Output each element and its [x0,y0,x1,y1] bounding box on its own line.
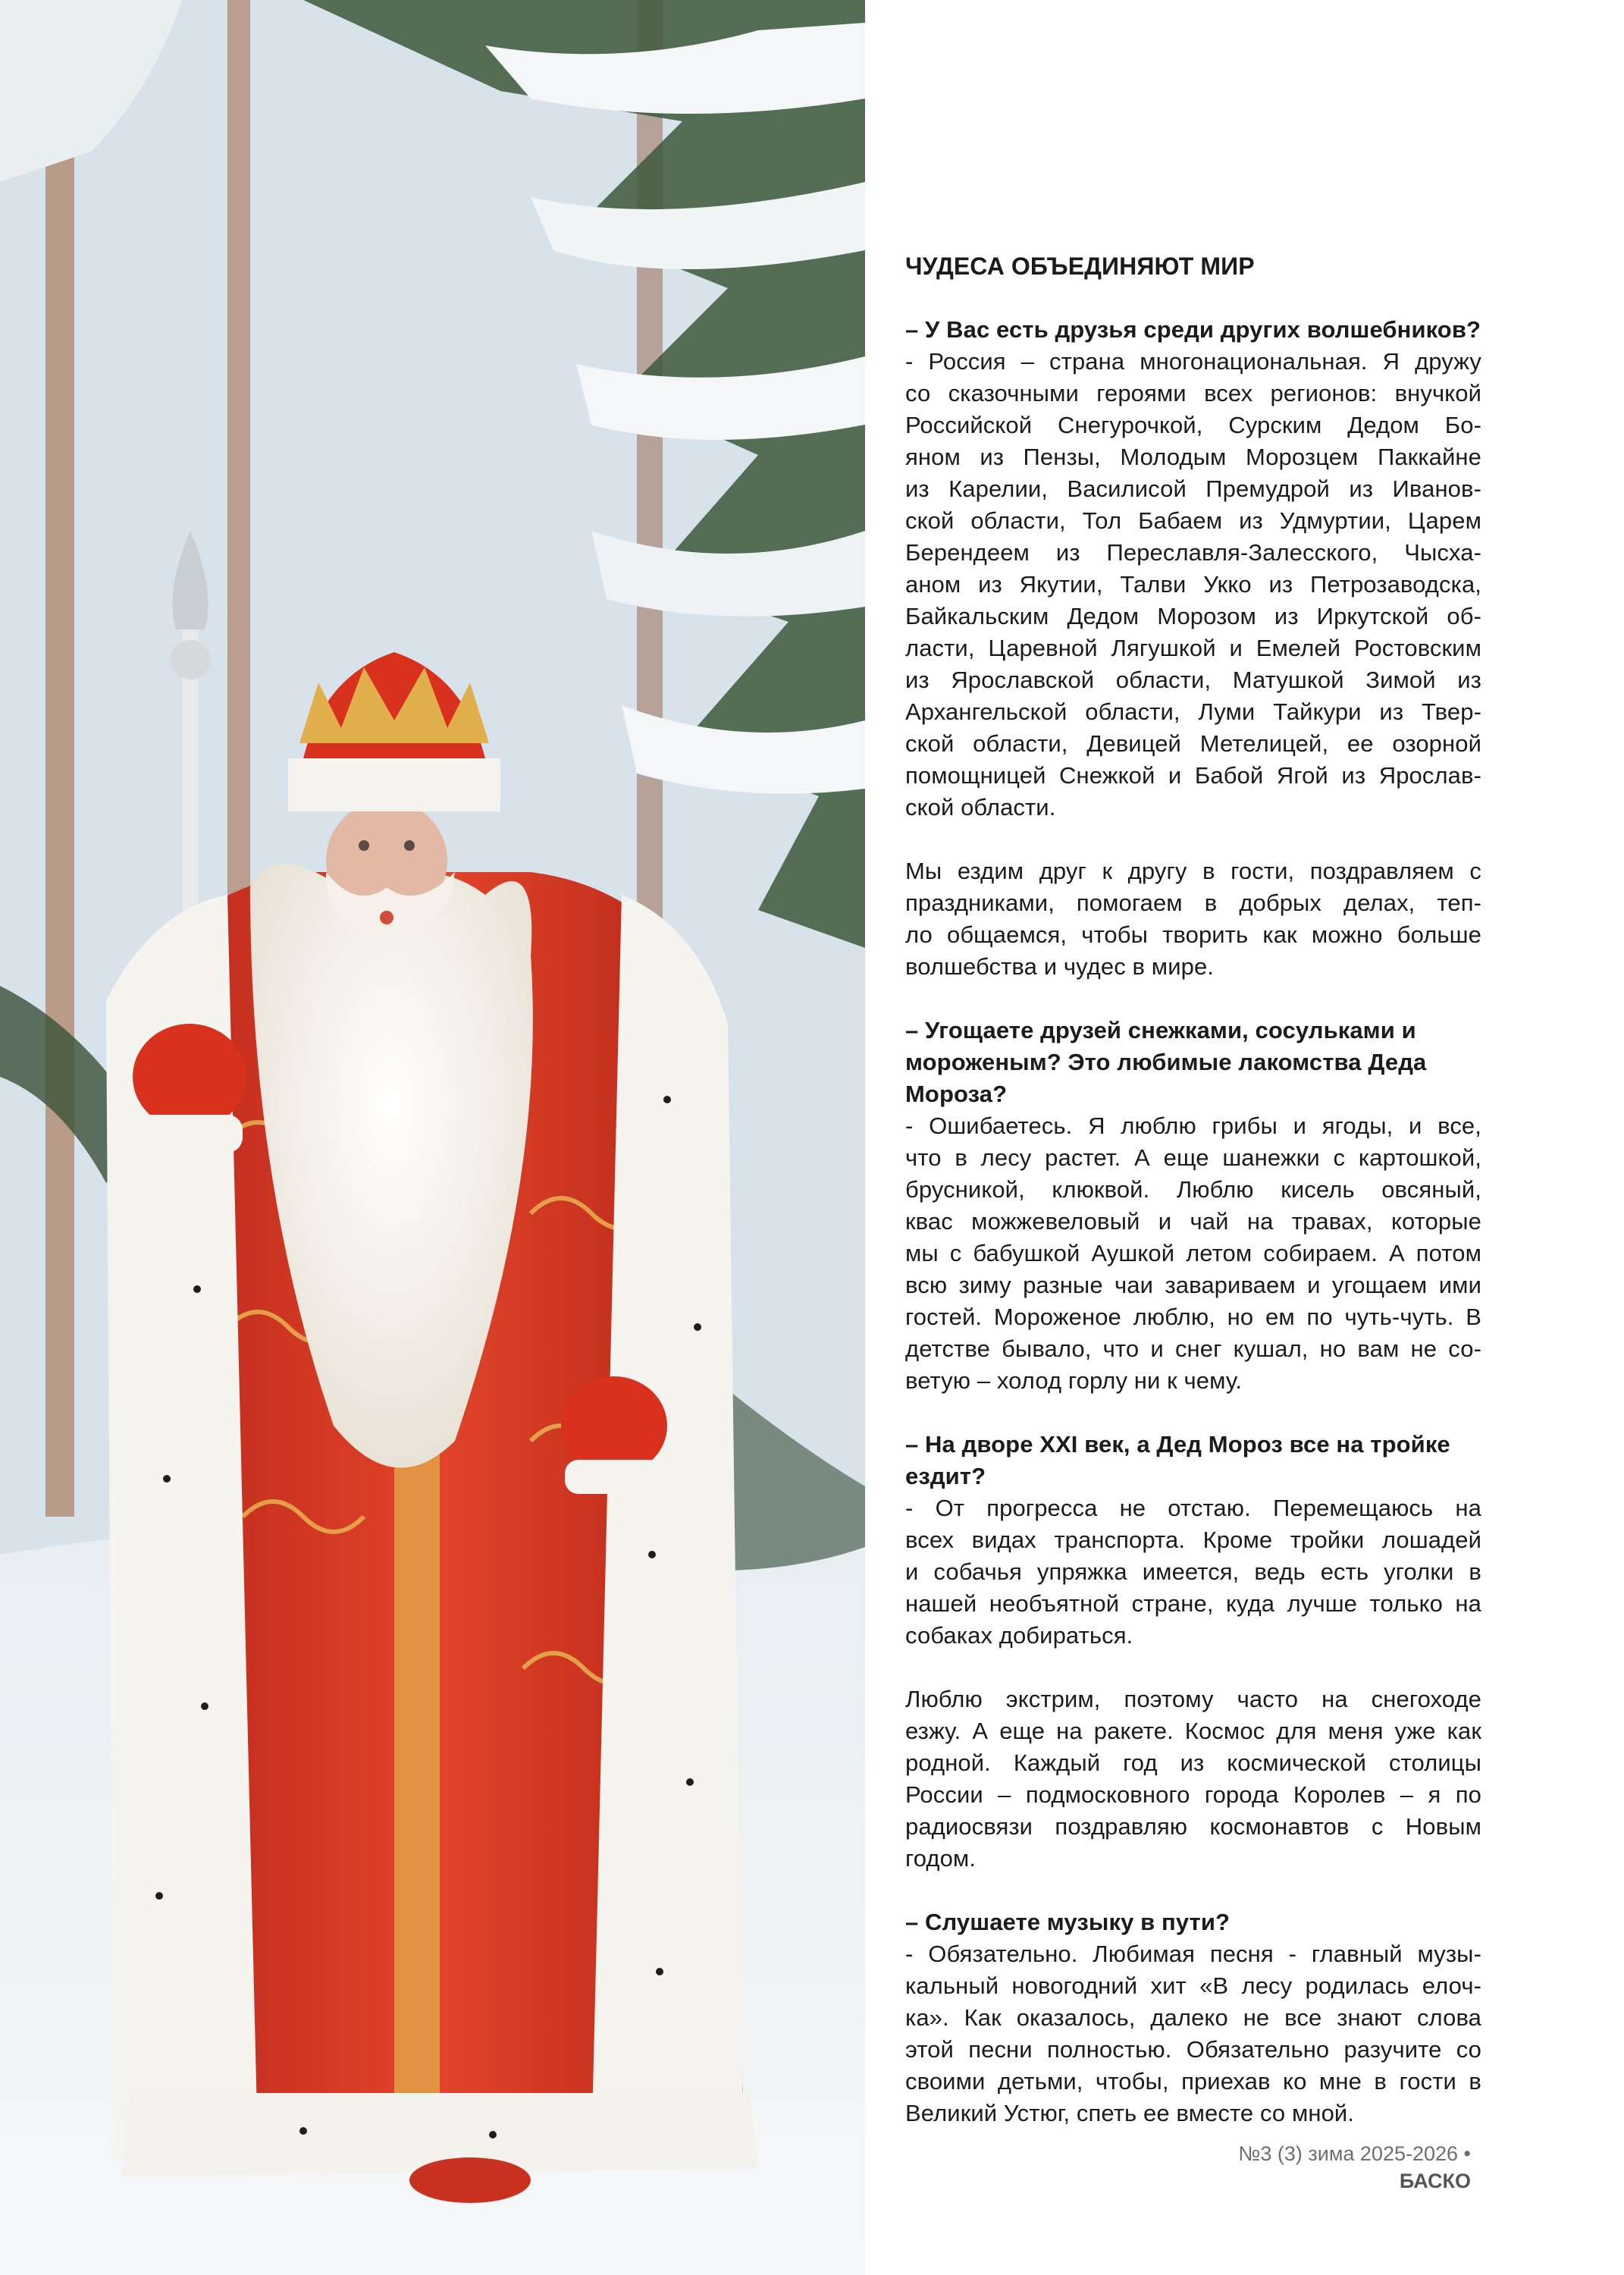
text-line: и собачья упряжка имеется, ведь есть уголки в [905,1558,1481,1585]
text-line: России – подмосковного города Королев – я по [905,1781,1481,1808]
answer-paragraph [905,1492,1481,1652]
text-line: аном из Якутии, Талви Укко из Петрозаводска, [905,571,1481,598]
answer-paragraph [905,1684,1481,1875]
red-mitten [133,1024,246,1130]
text-line: этой песни полностью. Обязательно разучите со [905,2036,1481,2063]
qa-block [905,1684,1481,1875]
answer-paragraph [905,346,1481,824]
answer-paragraph [905,855,1481,983]
text-line: ской области. [905,794,1056,821]
answer-paragraph [905,1110,1481,1397]
qa-block [905,1429,1481,1652]
text-line: своими детьми, чтобы, приехав ко мне в гости в [905,2068,1481,2095]
tree-trunk [45,0,74,1517]
text-line: Берендеем из Переславля-Залесского, Чысха- [905,539,1481,566]
text-line: ка». Как оказалось, далеко не все знают слова [905,2004,1481,2031]
text-line: нашей необъятной стране, куда лучше только на [905,1590,1481,1617]
interview-question: – Слушаете музыку в пути? [905,1909,1231,1935]
article-body [905,250,1481,2161]
text-line: детстве бывало, что и снег кушал, но вам не со- [905,1335,1481,1362]
page-footer [1213,2140,1471,2195]
text-line: Мы ездим друг к другу в гости, поздравляем с [905,858,1481,884]
text-line: собаках добираться. [905,1622,1133,1649]
text-line: - Ошибаетесь. Я люблю грибы и ягоды, и все, [905,1112,1481,1139]
text-line: из Карелии, Василисой Премудрой из Иванов- [905,475,1481,502]
qa-block [905,1015,1481,1397]
text-line: квас можжевеловый и чай на травах, которые [905,1208,1481,1235]
text-line: всю зиму разные чаи завариваем и угощаем ими [905,1272,1481,1298]
interview-question: – Угощаете друзей снежками, сосульками и мороженым? Это любимые лакомства Деда Мороза? [905,1017,1427,1107]
text-line: из Ярославской области, Матушкой Зимой из [905,667,1481,693]
text-line: со сказочными героями всех регионов: внучкой [905,380,1481,406]
text-line: - Обязательно. Любимая песня - главный музы- [905,1941,1481,1967]
section-title: ЧУДЕСА ОБЪЕДИНЯЮТ МИР [905,253,1255,280]
text-line: ласти, Царевной Лягушкой и Емелей Ростовским [905,635,1481,661]
text-line: радиосвязи поздравляю космонавтов с Новым [905,1813,1481,1840]
text-line: езжу. А еще на ракете. Космос для меня уже как [905,1718,1481,1744]
text-line: ской области, Девицей Метелицей, ее озорной [905,730,1481,757]
red-boot [409,2157,531,2203]
text-line: Великий Устюг, спеть ее вместе со мной. [905,2100,1355,2126]
answer-paragraph [905,1938,1481,2129]
text-line: Люблю экстрим, поэтому часто на снегоходе [905,1686,1481,1712]
text-line: ло общаемся, чтобы творить как можно больше [905,921,1481,948]
text-line: Архангельской области, Луми Тайкури из Твер- [905,698,1481,725]
text-line: брусникой, клюквой. Люблю кисель овсяный, [905,1176,1481,1203]
text-line: кальный новогодний хит «В лесу родилась елоч- [905,1972,1481,1999]
text-line: помощницей Снежкой и Бабой Ягой из Ярослав- [905,762,1481,789]
text-line: - От прогресса не отстаю. Перемещаюсь на [905,1495,1481,1521]
article-blocks [905,314,1481,2129]
text-line: всех видах транспорта. Кроме тройки лошадей [905,1527,1481,1553]
interview-question: – На дворе XXI век, а Дед Мороз все на тройке ездит? [905,1431,1450,1489]
text-line: что в лесу растет. А еще шанежки с картошкой, [905,1144,1481,1171]
qa-block [905,855,1481,983]
text-line: - Россия – страна многонациональная. Я дружу [905,348,1481,375]
text-line: ветую – холод горлу ни к чему. [905,1367,1243,1394]
text-line: годом. [905,1845,977,1872]
issue-info: №3 (3) зима 2025-2026 • [1238,2142,1471,2165]
interview-question: – У Вас есть друзья среди других волшебников? [905,316,1481,343]
magazine-brand: БАСКО [1399,2170,1471,2192]
qa-block [905,314,1481,824]
text-line: волшебства и чудес в мире. [905,953,1215,980]
text-line: Российской Снегурочкой, Сурским Дедом Бо- [905,412,1481,438]
text-line: родной. Каждый год из космической столицы [905,1749,1481,1776]
text-line: ской области, Тол Бабаем из Удмуртии, Царем [905,507,1481,534]
text-line: Байкальским Дедом Морозом из Иркутской об- [905,603,1481,629]
text-line: мы с бабушкой Аушкой летом собираем. А потом [905,1240,1481,1266]
text-line: гостей. Мороженое люблю, но ем по чуть-чуть. В [905,1304,1481,1330]
text-line: праздниками, помогаем в добрых делах, теп- [905,890,1481,916]
qa-block [905,1906,1481,2129]
text-line: яном из Пензы, Молодым Морозцем Паккайне [905,444,1481,470]
